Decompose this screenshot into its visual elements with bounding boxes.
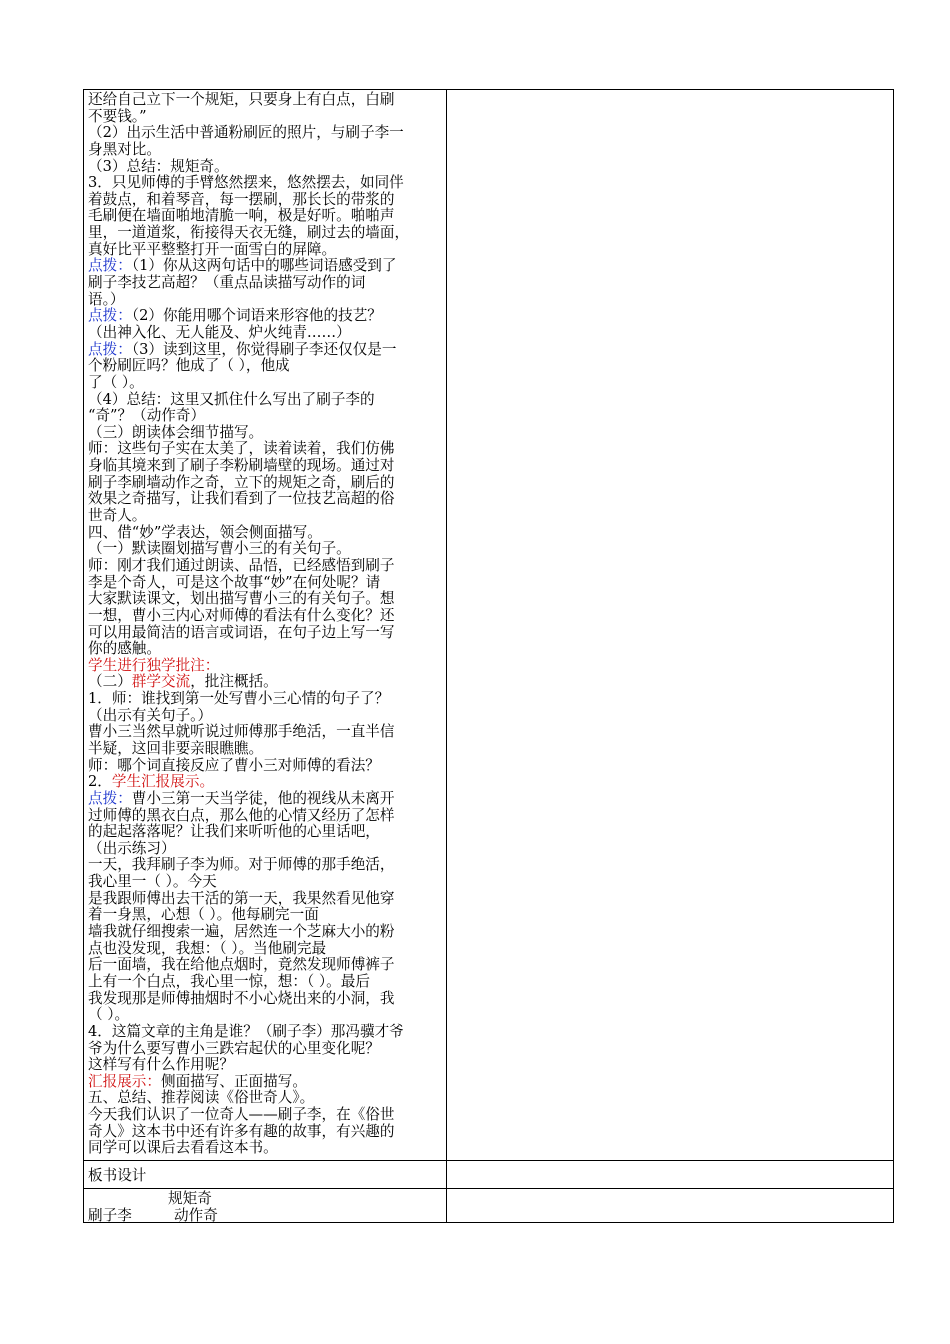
text-line [88,575,442,592]
text-run: 曹小三当然早就听说过师傅那手绝活，一直半信 [88,723,395,741]
text-run: 今天我们认识了一位奇人——刷子李，在《俗世 [88,1106,395,1124]
text-line [88,242,442,259]
text-run: 点也没发现，我想：（ ）。当他刷完最 [88,939,327,957]
text-line [88,208,442,225]
text-run: 我发现那是师傅抽烟时不小心烧出来的小洞，我 [88,989,395,1007]
lesson-table [83,89,894,1223]
text-run: 的起起落落呢？让我们来听听他的心里话吧， [88,823,380,841]
text-line [88,841,442,858]
text-run: 五、总结、推荐阅读《俗世奇人》。 [88,1089,315,1107]
text-run: 上有一个白点，我心里一惊，想：（ ）。最后 [88,972,370,990]
text-line [88,974,442,991]
highlight-label: 点拨： [88,340,132,358]
text-run: 着鼓点，和着琴音，每一摆刷，那长长的带浆的 [88,190,395,208]
text-line [88,1024,442,1041]
text-run: 真好比平平整整打开一面雪白的屏障。 [88,240,337,258]
text-line [88,1107,442,1124]
text-line [88,874,442,891]
text-line [88,1041,442,1058]
text-line [88,192,442,209]
text-line [88,724,442,741]
text-run: （1）你从这两句话中的哪些词语感受到了 [131,257,397,275]
text-run: 世奇人。 [88,507,147,525]
board-item-rules: 规矩奇 [168,1190,212,1207]
board-item-actions: 动作奇 [174,1207,218,1224]
text-run: 同学可以课后去看看这本书。 [88,1139,278,1157]
text-line [88,708,442,725]
text-line [88,625,442,642]
text-line [88,907,442,924]
text-run: 1．师：谁找到第一处写曹小三心情的句子了？ [88,690,390,708]
text-line [88,941,442,958]
text-line [88,608,442,625]
text-line [88,541,442,558]
text-run: ，批注概括。 [190,673,278,691]
text-run: 刷子李技艺高超？（重点品读描写动作的词 [88,274,366,292]
text-run: 3．只见师傅的手臂悠然摆来，悠然摆去，如同伴 [88,174,404,192]
text-line [88,658,442,675]
text-run: 身临其境来到了刷子李粉刷墙壁的现场。通过对 [88,457,395,475]
text-line [88,774,442,791]
text-run: 爷为什么要写曹小三跌宕起伏的心里变化呢？ [88,1039,380,1057]
text-run: 我心里一（ ）。今天 [88,873,217,891]
row-divider-board-content [84,1188,893,1189]
board-subject: 刷子李 [88,1207,132,1224]
text-run: 你的感触。 [88,640,161,658]
text-run: 半疑，这回非要亲眼瞧瞧。 [88,739,264,757]
text-line [88,691,442,708]
text-line [88,674,442,691]
text-line [88,159,442,176]
text-line [88,175,442,192]
text-line [88,358,442,375]
text-run: 后一面墙，我在给他点烟时，竟然发现师傅裤子 [88,956,395,974]
text-run: 毛刷便在墙面啪地清脆一响，极是好听。啪啪声 [88,207,395,225]
text-line [88,641,442,658]
text-line [88,342,442,359]
text-run: 过师傅的黑衣白点，那么他的心情又经历了怎样 [88,806,395,824]
text-run: 师：哪个词直接反应了曹小三对师傅的看法？ [88,756,380,774]
text-line [88,525,442,542]
text-run: （4）总结：这里又抓住什么写出了刷子李的 [88,390,375,408]
text-line [88,741,442,758]
text-line [88,375,442,392]
text-run: 一天，我拜刷子李为师。对于师傅的那手绝活， [88,856,395,874]
text-line [88,1140,442,1157]
text-run: 不要钱。” [88,107,147,125]
text-line [88,791,442,808]
text-line [88,308,442,325]
column-divider [446,90,447,1222]
text-run: （2）出示生活中普通粉刷匠的照片，与刷子李一 [88,124,404,142]
text-run: 着一身黑，心想（ ）。他每刷完一面 [88,906,319,924]
text-line [88,125,442,142]
text-line [88,508,442,525]
text-line [88,392,442,409]
text-line [88,325,442,342]
text-run: 奇人》这本书中还有许多有趣的故事，有兴趣的 [88,1122,395,1140]
text-run: （ ）。 [88,1006,130,1024]
highlight-label: 点拨： [88,307,132,325]
board-design-title: 板书设计 [88,1167,147,1184]
text-run: “奇”？（动作奇） [88,407,206,425]
text-run: 个粉刷匠吗？他成了（ ），他成 [88,357,290,375]
text-run: 一想，曹小三内心对师傅的看法有什么变化？还 [88,606,395,624]
text-run: （二） [88,673,132,691]
text-line [88,824,442,841]
text-run: 还给自己立下一个规矩，只要身上有白点，白刷 [88,91,395,108]
text-line [88,591,442,608]
text-run: 身黑对比。 [88,140,161,158]
text-line [88,475,442,492]
highlight-label: 学生汇报展示。 [111,773,215,791]
text-line [88,275,442,292]
text-line [88,258,442,275]
text-run: （一）默读圈划描写曹小三的有关句子。 [88,540,351,558]
text-run: 了（ ）。 [88,373,144,391]
text-run: 4．这篇文章的主角是谁？（刷子李）那冯骥才爷 [88,1022,404,1040]
text-run: 侧面描写、正面描写。 [160,1072,307,1090]
row-divider-board-title [84,1160,893,1161]
text-run: 可以用最简洁的语言或词语，在句子边上写一写 [88,623,395,641]
text-line [88,1090,442,1107]
text-run: （出示有关句子。） [88,706,213,724]
text-line [88,142,442,159]
text-line [88,109,442,126]
lesson-procedure-text [88,92,442,1157]
text-run: 墙我就仔细搜索一遍，居然连一个芝麻大小的粉 [88,923,395,941]
text-line [88,491,442,508]
text-run: 语。） [88,290,125,308]
text-run: 曹小三第一天当学徒，他的视线从未离开 [131,789,395,807]
text-run: 效果之奇描写，让我们看到了一位技艺高超的俗 [88,490,395,508]
highlight-label: 群学交流 [131,673,191,691]
text-run: 师：刚才我们通过朗读、品悟，已经感悟到刷子 [88,556,395,574]
text-run: （出神入化、无人能及、炉火纯青……） [88,323,351,341]
text-line [88,758,442,775]
text-line [88,1074,442,1091]
text-line [88,1057,442,1074]
text-run: （3）读到这里，你觉得刷子李还仅仅是一 [131,340,397,358]
text-run: 里，一道道浆，衔接得天衣无缝，刷过去的墙面， [88,224,410,242]
highlight-label: 点拨： [88,257,132,275]
text-line [88,92,442,109]
text-line [88,957,442,974]
text-run: 2． [88,773,112,791]
text-run: 大家默读课文，划出描写曹小三的有关句子。想 [88,590,395,608]
text-run: 师：这些句子实在太美了，读着读着，我们仿佛 [88,440,395,458]
text-line [88,425,442,442]
highlight-label: 点拨： [88,789,132,807]
text-line [88,225,442,242]
text-line [88,808,442,825]
text-line [88,857,442,874]
text-run: 刷子李刷墙动作之奇，立下的规矩之奇，刷后的 [88,473,395,491]
text-line [88,458,442,475]
text-run: 是我跟师傅出去干活的第一天，我果然看见他穿 [88,889,395,907]
text-run: 四、借“妙”学表达，领会侧面描写。 [88,523,322,541]
highlight-label: 汇报展示： [88,1072,161,1090]
text-run: （3）总结：规矩奇。 [88,157,229,175]
text-run: （出示练习） [88,839,176,857]
text-line [88,1007,442,1024]
text-run: （2）你能用哪个词语来形容他的技艺？ [131,307,382,325]
text-run: 这样写有什么作用呢？ [88,1056,234,1074]
text-run: 李是个奇人，可是这个故事“妙”在何处呢？请 [88,573,381,591]
text-line [88,891,442,908]
text-line [88,991,442,1008]
text-line [88,924,442,941]
text-line [88,558,442,575]
text-line [88,1124,442,1141]
text-line [88,292,442,309]
text-line [88,408,442,425]
highlight-label: 学生进行独学批注： [88,656,220,674]
text-run: （三）朗读体会细节描写。 [88,423,264,441]
text-line [88,441,442,458]
